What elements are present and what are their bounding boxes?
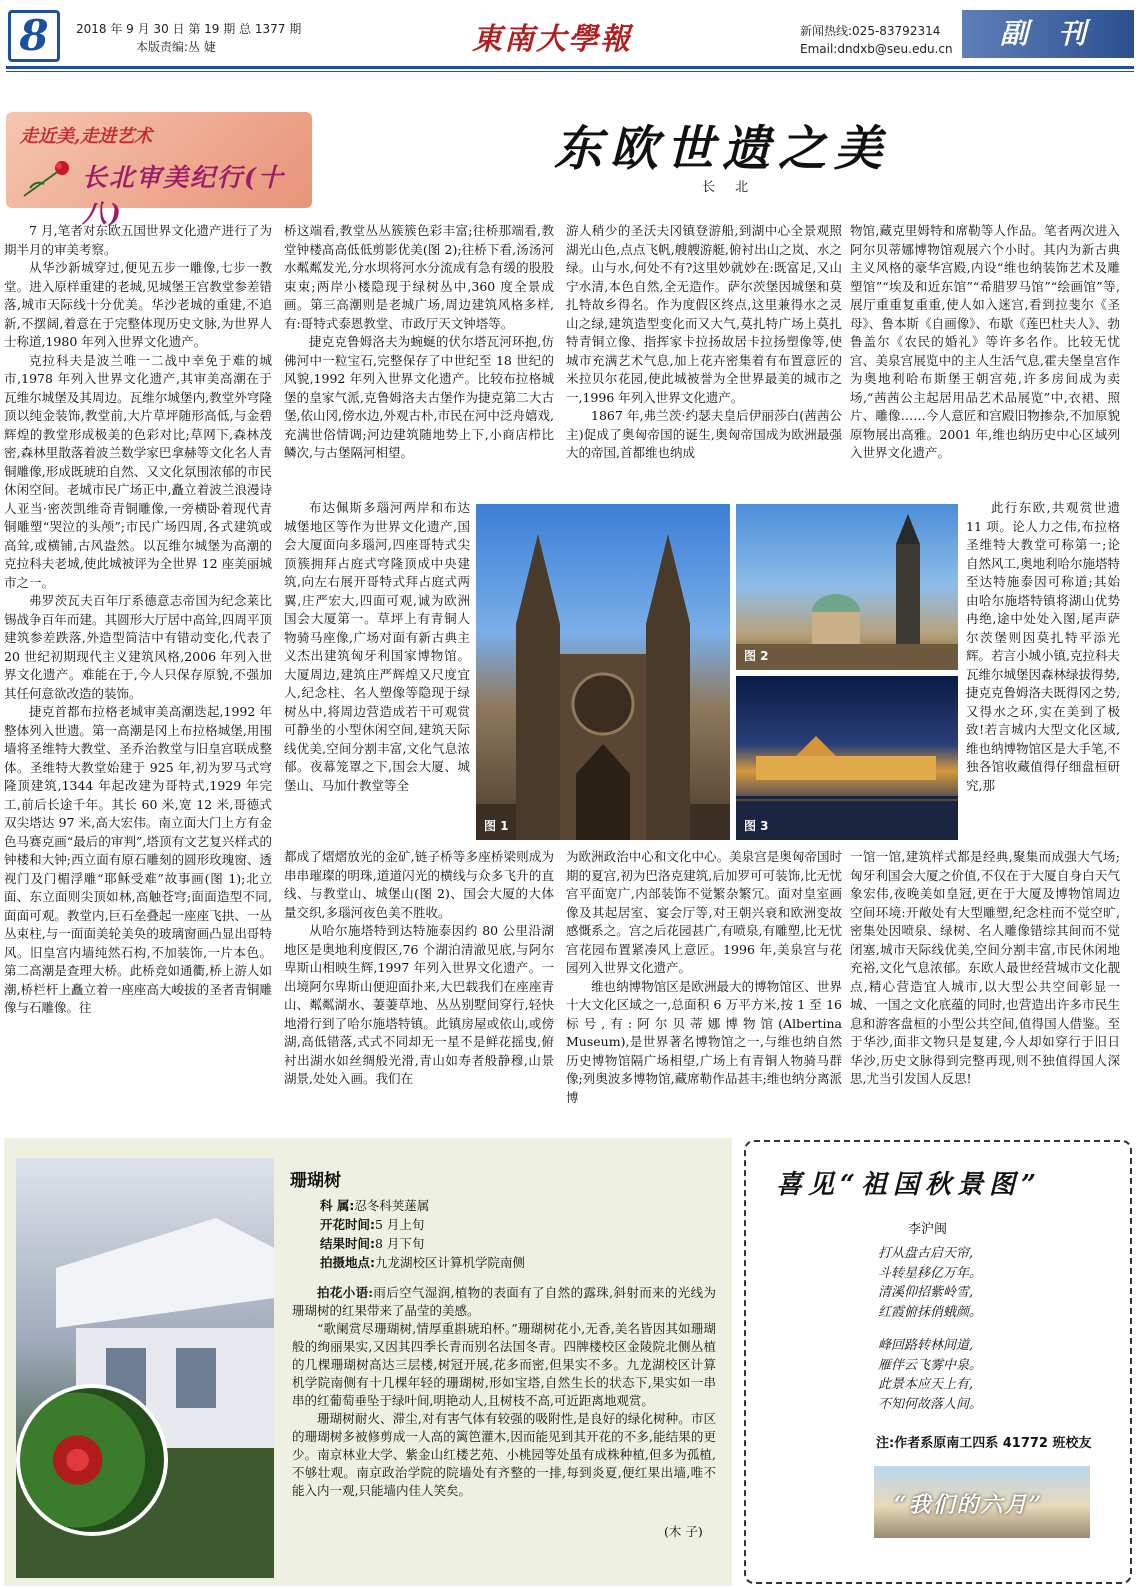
section-label: 副刊 [962,10,1134,58]
plant-tip [292,1284,716,1320]
masthead [0,0,1140,72]
paragraph: 珊瑚树耐火、滞尘,对有害气体有较强的吸附性,是良好的绿化树种。市区的珊瑚树多被修剪成一人高的篱笆灌木,因而能见到其开花的不多,能结果的更少。南京林业大学、紫金山红楼艺苑、小桃园等处虽有成株种植,但多为孤植,不够壮观。南京政治学院的院墙处有齐整的一排,每到炎夏,便红果出墙,唯不能入内一观,只能墙内佳人笑矣。 [292,1411,716,1498]
paragraph: 从哈尔施塔特到达特施泰因约 80 公里沿湖地区是奥地利度假区,76 个湖泊清澈见底,与阿尔卑斯山相映生辉,1997 年列入世界文化遗产。一出境阿尔卑斯山便迎面扑来,大巴载我们在座座青山、粼粼湖水、萋萋草地、丛丛别墅间穿行,轻快地滑行到了哈尔施塔特镇。此镇房屋或依山,或傍湖,高低错落,式式不同却无一星不是鲜花摇曳,俯衬出湖水如丝绸般光滑,青山如寿者般静穆,山景湖景,处处入画。我们在 [284,923,554,1086]
poem-line: 雁伴云飞雾中泉。 [878,1357,983,1373]
plant-info [320,1196,525,1272]
paragraph: “歌阑赏尽珊瑚树,情厚重斟琥珀杯。”珊瑚树花小,无香,美名皆因其如珊瑚般的绚丽果实,又因其四季长青而别名法国冬青。四牌楼校区金陵院北侧丛植的几棵珊瑚树高达三层楼,树冠开展,花多而密,但果实不多。九龙湖校区计算机学院南侧有十几棵年轻的珊瑚树,形如宝塔,自然生长的状态下,果实如一串串的红葡萄垂坠于绿叶间,明艳动人,且树枝不高,可近距离地观赏。 [292,1321,716,1408]
poem-line: 斗转星移亿万年。 [878,1265,983,1281]
article-title: 东欧世遗之美 [554,121,891,177]
poem-line: 不知何故落人间。 [878,1396,983,1412]
poem-photo [874,1466,1090,1538]
photo-caption: 图 1 [484,819,509,833]
issue-info [76,20,301,56]
article-column-3-bottom [566,848,842,1127]
editor-line: 本版责编:丛 婕 [136,40,216,54]
poem-line: 清溪仰招紫岭雪, [878,1285,974,1300]
plant-info-label: 拍摄地点: [320,1255,375,1270]
article-author: 长 北 [702,180,757,195]
paragraph: 维也纳博物馆区是欧洲最大的博物馆区、世界十大文化区域之一,总面积 6 万平方米,按 1 至 16 标号,有:阿尔贝蒂娜博物馆(Albertina Museum),是世界著名博物馆之一,与维也纳自然历史博物馆隔广场相望,广场上有青铜人物骑马群像;列奥波多博物馆,藏席勒作品甚丰;维也纳分离派博 [566,978,842,1105]
article-column-3 [566,222,842,501]
plant-info-value: 忍冬科荚蒾属 [354,1198,430,1213]
paragraph: 桥这端看,教堂丛丛簇簇色彩丰富;往桥那端看,教堂钟楼高高低低剪影优美(图 2);往桥下看,汤汤河水粼粼发光,分水坝将河水分流成有急有缓的股股束束;两岸小楼隐现于绿树丛中,360 度全景成画。第三高潮则是老城广场,周边建筑风格多样,有:哥特式泰恩教堂、市政厅天文钟塔等。 [284,223,554,331]
paragraph: 1867 年,弗兰茨·约瑟夫皇后伊丽莎白(茜茜公主)促成了奥匈帝国的诞生,奥匈帝国成为欧洲最强大的帝国,首都维也纳成 [566,408,842,460]
plant-info-row [320,1234,525,1253]
article-column-2 [284,222,554,495]
poem-line: 此景本应天上有, [878,1377,974,1392]
article-column-1 [4,222,272,1127]
paragraph: 布达佩斯多瑙河两岸和布达城堡地区等作为世界文化遗产,国会大厦面向多瑙河,四座哥特式尖顶簇拥拜占庭式穹隆顶成中央建筑,向左右展开哥特式拜占庭式两翼,庄严宏大,四面可观,诚为欧洲国会大厦第一。草坪上有青铜人物骑马座像,广场对面有新古典主义杰出建筑匈牙利国家博物馆。大厦周边,建筑庄严辉煌又尺度宜人,纪念柱、名人塑像等隐现于绿树丛中,将周边营造成若干可观赏可静坐的小型休闲空间,建筑天际线优美,空间分割丰富,文化气息浓郁。夜幕笼罩之下,国会大厦、城堡山、马加什教堂等全 [284,500,470,793]
plant-info-row [320,1196,525,1215]
photo-caption: 图 2 [744,649,769,663]
plant-info-value: 5 月上旬 [375,1217,425,1232]
paragraph: 捷克首都布拉格老城审美高潮迭起,1992 年整体列入世遗。第一高潮是冈上布拉格城堡,用围墙将圣维特大教堂、圣乔治教堂与旧皇宫联成整体。圣维特大教堂始建于 925 年,初为罗马式穹隆顶建筑,1344 年起改建为哥特式,1929 年完工,前后长途千年。其长 60 米,宽 12 米,哥德式双尖塔达 97 米,高大宏伟。南立面大门上方有金色马赛克画“最后的审判”,塔顶有文艺复兴样式的钟楼和大钟;西立面有原石雕刻的圆形玫瑰窗、透视门及门楣浮雕“耶稣受难”故事画(图 1);北立面、东立面则尖顶如林,高触苍穹;面面造型不同,面面可观。教堂内,巨石垒叠起一座座飞拱、一丛丛束柱,与一面面美轮美奂的玻璃窗画凸显出哥特风。旧皇宫内墙纯然石构,不加装饰,一片本色。第二高潮是查理大桥。此桥竞如通衢,桥上游人如潮,桥栏杆上矗立着一座座高大峻拔的圣者青铜雕像与石雕像。往 [4,704,272,1015]
photo-budapest-night [736,676,958,840]
plant-tip-label: 拍花小语: [317,1285,374,1300]
paragraph: 从华沙新城穿过,便见五步一雕像,七步一教堂。进入原样重建的老城,见城堡王宫教堂参差错落,城市天际线十分优美。华沙老城的重建,不追新,不摆阔,着意在于完整体现历史文脉,为世界人士称道,1980 年列入世界文化遗产。 [4,260,272,349]
plant-name: 珊瑚树 [290,1171,341,1191]
plant-author: (木 子) [664,1524,703,1539]
poem-author: 李沪闽 [908,1222,948,1237]
masthead-rule [6,66,1134,69]
poem-title: 喜见“祖国秋景图” [776,1170,1042,1200]
paragraph: 克拉科夫是波兰唯一二战中幸免于难的城市,1978 年列入世界文化遗产,其审美高潮在于瓦维尔城堡及其周边。瓦维尔城堡内,教堂外穹隆顶以纯金装饰,教堂前,大片草坪随形高低,与金碧辉煌的教堂形成极美的色彩对比;草网下,森林茂密,森林里散落着波兰数学家巴拿赫等文化名人青铜雕像,形成既琥珀自然、又文化氛围浓郁的市民休闲空间。老城市民广场正中,矗立着波兰浪漫诗人亚当·密茨凯维奇青铜雕像,一旁横卧着现代青铜雕塑“哭泣的头颅”;市民广场四周,各式建筑或高耸,或横铺,古风盎然。以瓦维尔城堡为高潮的克拉科夫老城,使此城被评为全世界 12 座美丽城市之一。 [4,352,272,590]
cathedral-illustration [476,504,730,840]
poem-photo-caption: “我们的六月” [894,1492,1044,1518]
article-column-4 [850,222,1120,501]
plant-info-row [320,1215,525,1234]
budapest-illustration [736,676,958,840]
column-banner [6,112,312,228]
paragraph: 一馆一馆,建筑样式都是经典,聚集而成强大气场;匈牙利国会大厦之价值,不仅在于大厦自身白天气象宏伟,夜晚美如皇冠,更在于大厦及博物馆周边空间环境:开敞处有大型雕塑,纪念柱而不觉空旷,密集处因喷泉、绿树、名人雕像错综其间而不觉闭塞,城市天际线优美,空间分割丰富,市民休闲地充裕,文化气息浓郁。东欧人最世经营城市文化靓点,精心营造宜人城市,以大型公共空间彰显一城、一国之文化底蕴的同时,也营造出许多市民生息和游客盘桓的小型公共空间,值得国人借鉴。至于华沙,面非文物只是复建,今人却如穿行于旧日华沙,历史文脉得到完整再现,则不独值得国人深思,尤当引发国人反思! [850,849,1120,1086]
column-kicker: 走近美,走进艺术 [20,126,153,147]
email: Email:dndxb@seu.edu.cn [800,42,953,56]
plant-text [292,1284,716,1540]
plant-info-label: 科 属: [320,1198,355,1213]
hotline: 新闻热线:025-83792314 [800,24,941,38]
article-column-2-bottom [284,848,554,1127]
plant-info-label: 开花时间: [320,1217,375,1232]
plant-info-value: 九龙湖校区计算机学院南侧 [375,1255,526,1270]
contact-info [800,22,953,58]
plant-info-label: 结果时间: [320,1236,375,1251]
paragraph: 弗罗茨瓦夫百年厅系德意志帝国为纪念莱比锡战争百年而建。其圆形大厅居中高耸,四周平顶建筑参差跌落,外造型简洁中有错动变化,代表了 20 世纪初期现代主义建筑风格,2006 年列入世界文化遗产。难能在于,今人只保存原貌,不强加其任何意欲改造的装饰。 [4,593,272,701]
poem-line: 红霞俯抹俏蛾颜。 [878,1304,983,1320]
rose-icon [20,158,80,198]
prague-illustration [736,504,958,670]
newspaper-title: 東南大學報 [472,22,632,57]
paragraph: 此行东欧,共观赏世遗 11 项。论人力之伟,布拉格圣维特大教堂可称第一;论自然风工,奥地利哈尔施塔特至达特施泰因可称道;其始由哈尔施塔特镇将湖山优势冉绝,途中处处入图,尾声萨尔茨堡则因莫扎特平添光辉。若言小城小镇,克拉科夫瓦维尔城堡因森林绿拔得势,捷克克鲁姆洛夫既得冈之势,又得水之环,实在美到了极致!若言城内大型文化区域,维也纳博物馆区是大手笔,不独各馆收藏值得仔细盘桓研究,那 [966,500,1120,793]
article-column-2-middle [284,499,470,844]
stanza-gap [878,1322,982,1336]
page-number: 8 [8,10,60,62]
plant-tip-text: 雨后空气湿润,植物的表面有了自然的露珠,斜射而来的光线为珊瑚树的红果带来了晶莹的美感。 [292,1285,716,1318]
coral-berries-inset [16,1384,168,1536]
masthead-rule-thin [6,71,1134,72]
paragraph: 为欧洲政治中心和文化中心。美泉宫是奥匈帝国时期的夏宫,初为巴洛克建筑,后加罗可可装饰,比无忧宫平面宽广,内部装饰不觉繁杂繁冗。面对皇室画像及其起居室、宴会厅等,对王朝兴衰和欧洲变故感慨系之。宫之后花园甚广,有喷泉,有雕塑,比无忧宫花园布置紧凑风上意匠。1996 年,美泉宫与花园列入世界文化遗产。 [566,849,842,975]
issue-line: 2018 年 9 月 30 日 第 19 期 总 1377 期 [76,22,302,36]
article-column-4-middle [966,499,1120,844]
paragraph: 7 月,笔者对东欧五国世界文化遗产进行了为期半月的审美考察。 [4,223,272,257]
paragraph: 都成了熠熠放光的金矿,链子桥等多座桥梁则成为串串璀璨的明珠,道道闪光的横线与众多飞升的直线、与教堂山、城堡山(图 2)、国会大厦的大体量交织,多瑙河夜色美不胜收。 [284,849,554,920]
poem-line: 峰回路转林间道, [878,1338,974,1353]
plant-info-row [320,1253,525,1272]
poem-note: 注:作者系原南工四系 41772 班校友 [876,1436,1092,1451]
column-series: 长北审美纪行(十八) [82,163,285,228]
photo-prague-charles-bridge [736,504,958,670]
poem-line: 打从盘古启天帘, [878,1246,974,1261]
paragraph: 游人稍少的圣沃夫冈镇登游船,到湖中心全景观照湖光山色,点点飞帆,艘艘游艇,俯衬出山之岚、水之绿。山与水,何处不有?这里妙就妙在:既富足,又山宁水清,本色自然,全无造作。萨尔茨堡因城堡和莫扎特故乡得名。作为度假区终点,这里兼得水之灵山之绿,建筑造型变化而又大气,莫扎特广场上莫扎特青铜立像、指挥家卡拉扬故居卡拉扬塑像等,使城市充满艺术气息,加上花卉密集着有布置意匠的米拉贝尔花园,使此城被誉为全世界最美的城市之一,1996 年列入世界文化遗产。 [566,223,842,405]
paragraph: 物馆,藏克里姆特和席勒等人作品。笔者两次进入阿尔贝蒂娜博物馆观展六个小时。其内为新古典主义风格的豪华宫殿,内设“维也纳装饰艺术及雕塑馆”“埃及和近东馆”“希腊罗马馆”“绘画馆”等,展厅重重复重重,使人如入迷宫,看到拉斐尔《圣母》、鲁本斯《自画像》、布歇《莲巴杜夫人》、勃鲁盖尔《农民的婚礼》等许多名作。比较无忧宫、美泉宫展览中的主人生活气息,霍夫堡皇宫作为奥地利哈布斯堡王朝宫苑,许多房间成为卖场,“茜茜公主起居用品艺术品展览”中,衣裙、照片、雕像……今人意匠和宫殿旧物掺杂,不加原貌原物展出高雅。2001 年,维也纳历史中心区域列入世界文化遗产。 [850,223,1120,460]
poem-body [878,1244,982,1414]
photo-caption: 图 3 [744,819,769,833]
article-column-4-bottom [850,848,1120,1127]
photo-st-vitus-cathedral [476,504,730,840]
plant-info-value: 8 月下旬 [375,1236,425,1251]
paragraph: 捷克克鲁姆洛夫为蜿蜒的伏尔塔瓦河环抱,仿佛河中一粒宝石,完整保存了中世纪至 18 世纪的风貌,1992 年列入世界文化遗产。比较布拉格城堡的皇家气派,克鲁姆洛夫古堡作为捷克第二大古堡,依山冈,傍水边,外观古朴,市民在河中泛舟嬉戏,充满世俗情调;河边建筑随地势上下,小商店栉比鳞次,与古堡隔河相望。 [284,334,554,460]
